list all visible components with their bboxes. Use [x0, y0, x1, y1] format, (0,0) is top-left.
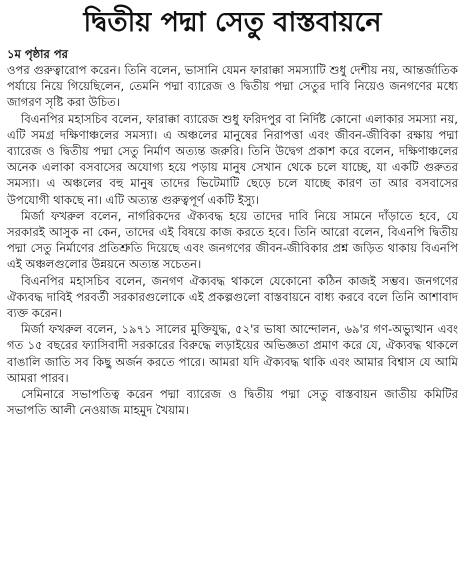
headline: দ্বিতীয় পদ্মা সেতু বাস্তবায়নে: [83, 7, 382, 38]
paragraph: ওপর গুরুত্বারোপ করেন। তিনি বলেন, ভাসানি যেমন ফারাক্কা সমস্যাটি শুধু দেশীয় নয়, আন্তর্জাতিক পর্যায়ে নিয়ে গিয়েছিলেন, তেমনি পদ্মা ব্যারেজ ও দ্বিতীয় পদ্মা সেতুর দাবি নিয়েও জনগণের মধ্যে জাগরণ সৃষ্টি করা উচিত।: [7, 63, 458, 110]
paragraph: মির্জা ফখরুল বলেন, ১৯৭১ সালের মুক্তিযুদ্ধ, ৫২'র ভাষা আন্দোলন, ৬৯'র গণ-অভ্যুত্থান এবং গত ১৫ বছরের ফ্যাসিবাদী সরকারের বিরুদ্ধে লড়াইয়ের অভিজ্ঞতা প্রমাণ করে যে, ঐক্যবদ্ধ থাকলে বাঙালি জাতি সব কিছু অর্জন করতে পারে। আমরা যদি ঐক্যবদ্ধ থাকি এবং আমার বিশ্বাস যে আমি আমরা পারব।: [7, 322, 458, 385]
paragraph: সেমিনারে সভাপতিত্ব করেন পদ্মা ব্যারেজ ও দ্বিতীয় পদ্মা সেতু বাস্তবায়ন জাতীয় কমিটির সভাপতি আলী নেওয়াজ মাহমুদ খৈয়াম।: [7, 387, 458, 418]
continued-from-label: ১ম পৃষ্ঠার পর: [7, 47, 68, 61]
paragraph: বিএনপির মহাসচিব বলেন, ফারাক্কা ব্যারেজ শুধু ফরিদপুর বা নির্দিষ্ট কোনো এলাকার সমস্যা নয়, এটি সমগ্র দক্ষিণাঞ্চলের সমস্যা। এ অঞ্চলের মানুষের নিরাপত্তা এবং জীবন-জীবিকা রক্ষায় পদ্মা ব্যারেজ ও দ্বিতীয় পদ্মা সেতু নির্মাণ অত্যন্ত জরুরি। তিনি উদ্বেগ প্রকাশ করে বলেন, দক্ষিণাঞ্চলের অনেক এলাকা বসবাসের অযোগ্য হয়ে পড়ায় মানুষ সেখান থেকে চলে যাচ্ছে, যা একটি গুরুতর সমস্যা। এ অঞ্চলের বহু মানুষ তাদের ভিটেমাটি ছেড়ে চলে যাচ্ছে কারণ তা আর বসবাসের উপযোগী থাকছে না। এটি অত্যন্ত গুরুত্বপূর্ণ একটি ইস্যু।: [7, 111, 458, 207]
article-body: [7, 62, 458, 418]
paragraph: মির্জা ফখরুল বলেন, নাগরিকদের ঐক্যবদ্ধ হয়ে তাদের দাবি নিয়ে সামনে দাঁড়াতে হবে, যে সরকারই আসুক না কেন, তাদের এই বিষয়ে কাজ করতে হবে। তিনি আরো বলেন, বিএনপি দ্বিতীয় পদ্মা সেতু নির্মাণের প্রতিশ্রুতি দিয়েছে এবং জনগণের জীবন-জীবিকার প্রশ্ন জড়িত থাকায় বিএনপি এই অঞ্চলগুলোর উন্নয়নে অত্যন্ত সচেতন।: [7, 208, 458, 272]
paragraph: বিএনপির মহাসচিব বলেন, জনগণ ঐক্যবদ্ধ থাকলে যেকোনো কঠিন কাজই সম্ভব। জনগণের ঐক্যবদ্ধ দাবিই পরবর্তী সরকারগুলোকে এই প্রকল্পগুলো বাস্তবায়নে বাধ্য করবে বলে তিনি আশাবাদ ব্যক্ত করেন।: [7, 273, 458, 321]
